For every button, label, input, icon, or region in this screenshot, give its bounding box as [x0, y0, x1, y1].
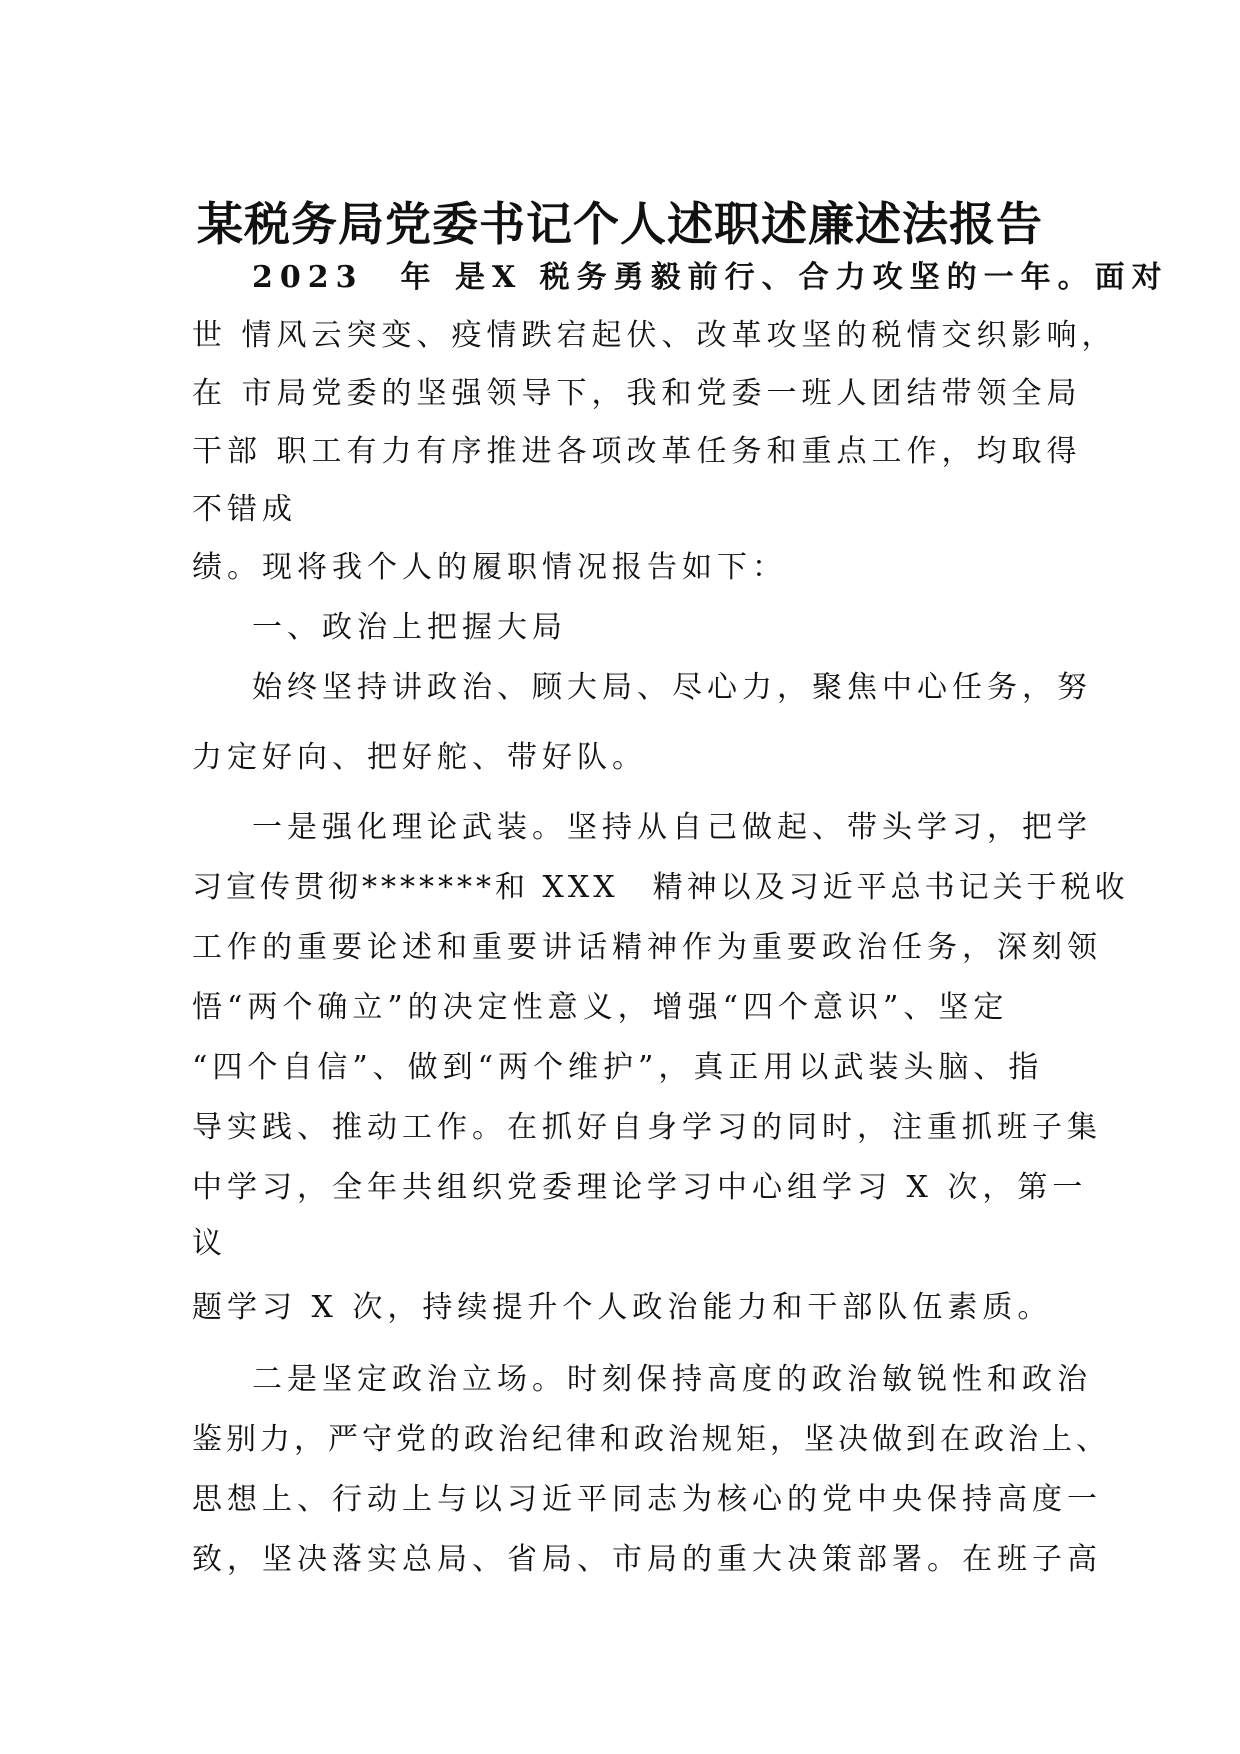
body-line-13: 悟“两个确立”的决定性意义，增强“四个意识”、坚定	[192, 990, 1009, 1025]
body-line-10: 一是强化理论武装。坚持从自己做起、带头学习，把学	[252, 810, 1092, 845]
body-line-17: 议	[192, 1226, 227, 1261]
section-heading: 一、政治上把握大局	[252, 610, 567, 645]
body-line-9: 力定好向、把好舵、带好队。	[192, 740, 647, 775]
body-line-11: 习宣传贯彻*******和 XXX 精神以及习近平总书记关于税收	[192, 870, 1129, 905]
body-line-3: 在 市局党委的坚强领导下，我和党委一班人团结带领全局	[192, 376, 1082, 411]
body-line-1: 2023 年 是X 税务勇毅前行、合力攻坚的一年。面对	[252, 260, 1169, 295]
body-line-19: 二是坚定政治立场。时刻保持高度的政治敏锐性和政治	[252, 1362, 1092, 1397]
body-line-20: 鉴别力，严守党的政治纪律和政治规矩，坚决做到在政治上、	[192, 1422, 1110, 1457]
body-line-16: 中学习，全年共组织党委理论学习中心组学习 X 次，第一	[192, 1170, 1088, 1205]
document-title: 某税务局党委书记个人述职述廉述法报告	[197, 197, 1043, 251]
body-line-6: 绩。现将我个人的履职情况报告如下：	[192, 550, 787, 585]
body-line-14: “四个自信”、做到“两个维护”，真正用以武装头脑、指	[192, 1050, 1044, 1085]
body-line-18: 题学习 X 次，持续提升个人政治能力和干部队伍素质。	[192, 1290, 1053, 1325]
body-line-21: 思想上、行动上与以习近平同志为核心的党中央保持高度一	[192, 1482, 1102, 1517]
body-line-8: 始终坚持讲政治、顾大局、尽心力，聚焦中心任务，努	[252, 670, 1092, 705]
body-line-5: 不错成	[192, 492, 297, 527]
body-line-4: 干部 职工有力有序推进各项改革任务和重点工作，均取得	[192, 434, 1082, 469]
body-line-2: 世 情风云突变、疫情跌宕起伏、改革攻坚的税情交织影响，	[192, 318, 1117, 353]
body-line-15: 导实践、推动工作。在抓好自身学习的同时，注重抓班子集	[192, 1110, 1102, 1145]
body-line-12: 工作的重要论述和重要讲话精神作为重要政治任务，深刻领	[192, 930, 1102, 965]
body-line-22: 致，坚决落实总局、省局、市局的重大决策部署。在班子高	[192, 1542, 1102, 1577]
